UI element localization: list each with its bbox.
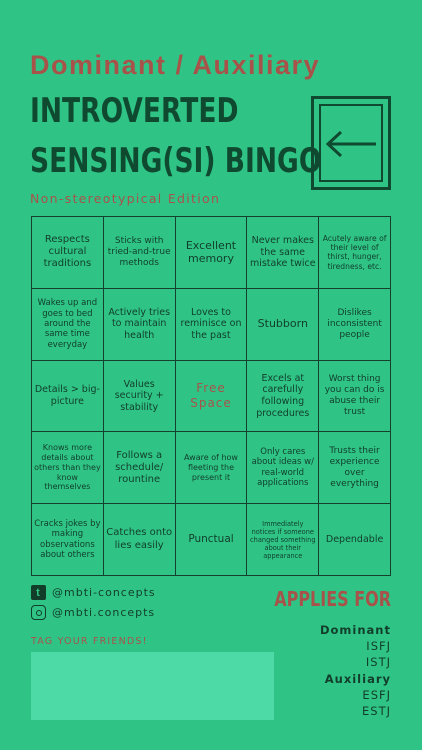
instagram-handle[interactable]: [31, 605, 155, 620]
auxiliary-type: ESTJ: [362, 704, 391, 719]
bingo-cell: Only cares about ideas w/ real-world applications: [247, 432, 319, 504]
top-title: Dominant / Auxiliary: [30, 50, 321, 80]
bingo-cell: Follows a schedule/ rountine: [104, 432, 176, 504]
bingo-grid: [31, 216, 391, 576]
instagram-icon: [31, 605, 46, 620]
bingo-cell: Excels at carefully following procedures: [247, 361, 319, 433]
bingo-cell: Stubborn: [247, 289, 319, 361]
bingo-title-line1: INTROVERTED: [30, 91, 239, 131]
bingo-cell: Wakes up and goes to bed around the same time everyday: [32, 289, 104, 361]
tag-friends-label: TAG YOUR FRIENDS!: [31, 636, 148, 647]
bingo-cell: Excellent memory: [176, 217, 248, 289]
dominant-label: Dominant: [319, 623, 391, 637]
arrow-box: [311, 96, 391, 190]
bingo-cell: Sticks with tried-and-true methods: [104, 217, 176, 289]
bingo-cell: Never makes the same mistake twice: [247, 217, 319, 289]
instagram-handle-text: @mbti.concepts: [52, 606, 156, 619]
bingo-cell: Acutely aware of their level of thirst, hunger, tiredness, etc.: [319, 217, 391, 289]
tag-friends-box[interactable]: [31, 652, 274, 720]
bingo-cell: Worst thing you can do is abuse their trust: [319, 361, 391, 433]
bingo-cell: Respects cultural traditions: [32, 217, 104, 289]
applies-for-list: [320, 622, 391, 719]
bingo-cell: Catches onto lies easily: [104, 504, 176, 576]
bingo-title-line2: SENSING(SI) BINGO: [30, 141, 322, 181]
bingo-cell: Details > big-picture: [32, 361, 104, 433]
tumblr-icon: t: [31, 585, 46, 600]
bingo-cell: Punctual: [176, 504, 248, 576]
arrow-left-icon: [324, 127, 378, 161]
bingo-cell: Immediately notices if someone changed something about their appearance: [247, 504, 319, 576]
bingo-cell: Aware of how fleeting the present it: [176, 432, 248, 504]
bingo-cell: Actively tries to maintain health: [104, 289, 176, 361]
auxiliary-label: Auxiliary: [324, 671, 391, 686]
dominant-type: ISTJ: [365, 655, 391, 670]
bingo-cell: Trusts their experience over everything: [319, 432, 391, 504]
auxiliary-type: ESFJ: [362, 687, 391, 702]
tumblr-handle[interactable]: [31, 585, 156, 600]
bingo-cell: Loves to reminisce on the past: [176, 289, 248, 361]
bingo-cell: Dependable: [319, 504, 391, 576]
tumblr-handle-text: @mbti-concepts: [52, 586, 156, 599]
free-space-cell: Free Space: [176, 361, 248, 433]
bingo-cell: Dislikes inconsistent people: [319, 289, 391, 361]
bingo-cell: Values security + stability: [104, 361, 176, 433]
dominant-type: ISFJ: [366, 639, 391, 654]
bingo-cell: Knows more details about others than they know themselves: [32, 432, 104, 504]
applies-for-title: APPLIES FOR: [274, 587, 391, 611]
edition-subtitle: Non-stereotypical Edition: [30, 191, 221, 206]
bingo-cell: Cracks jokes by making observations about others: [32, 504, 104, 576]
